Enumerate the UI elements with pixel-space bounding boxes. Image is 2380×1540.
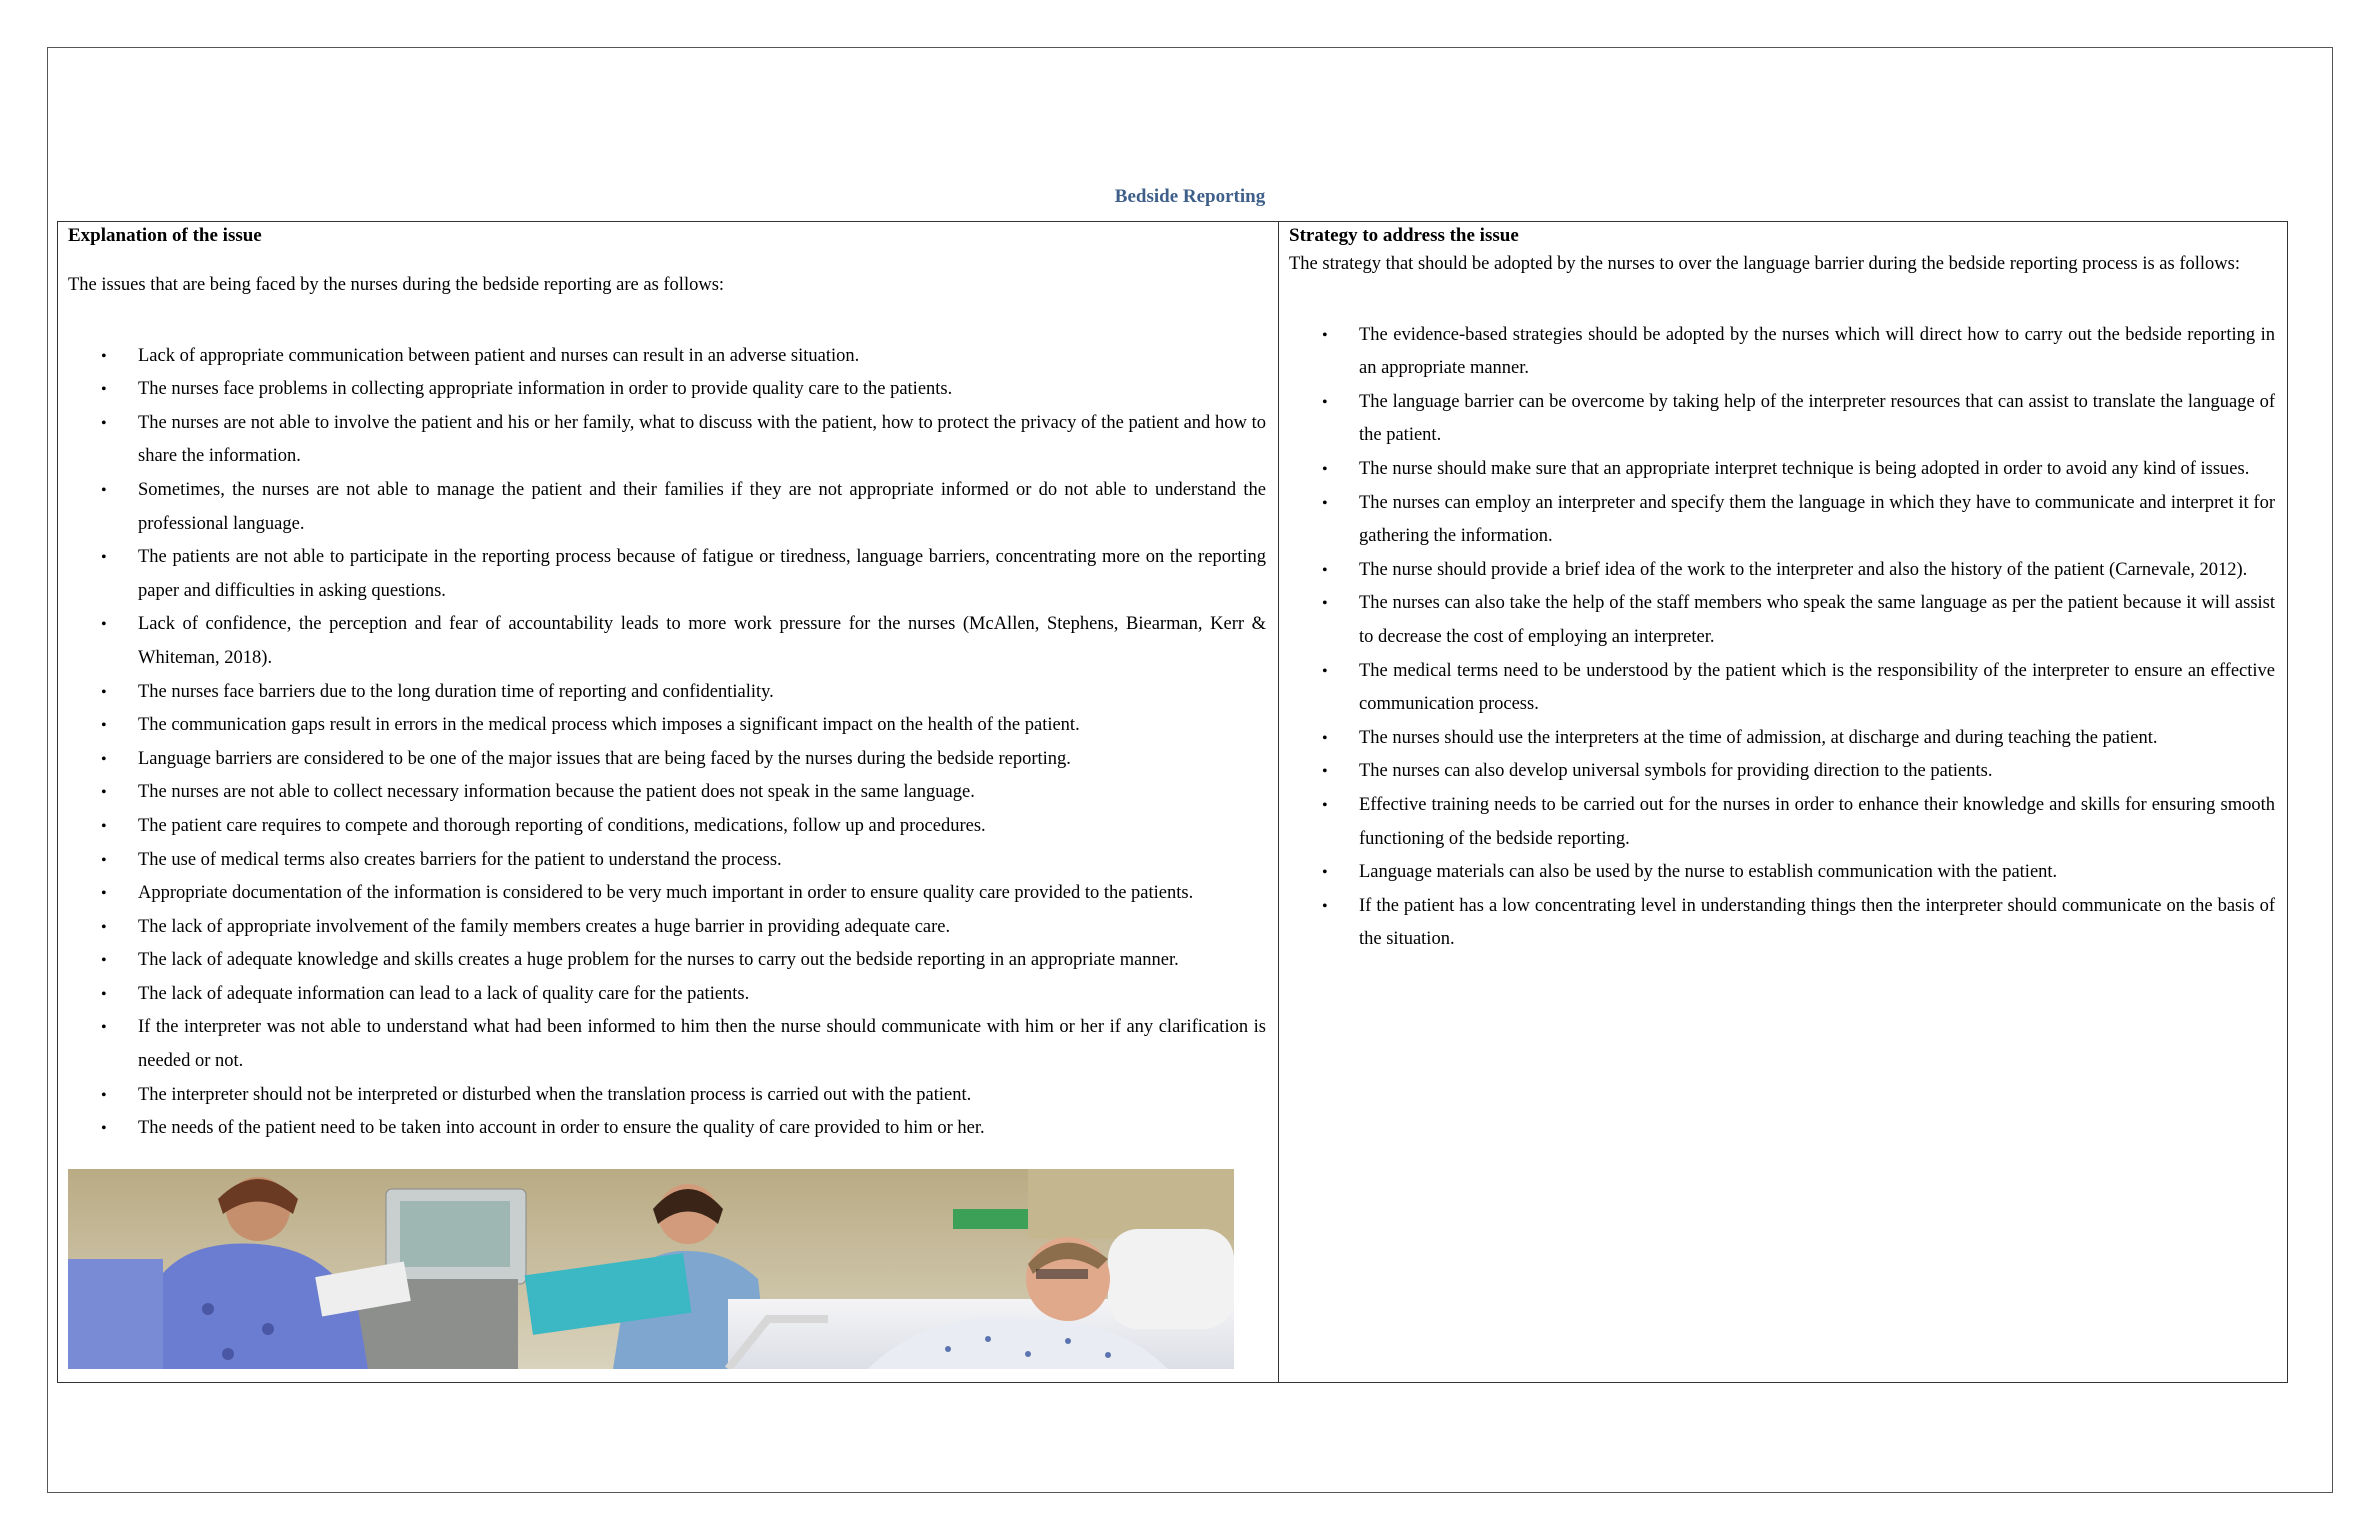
bullet-icon: • bbox=[101, 381, 107, 399]
list-item bbox=[1289, 655, 2275, 722]
list-item-text: Lack of confidence, the perception and fear of accountability leads to more work pressure for the nurses (McAllen, Stephens, Biearman, Kerr & Whiteman, 2018). bbox=[138, 614, 1266, 668]
list-item-text: The nurses face barriers due to the long duration time of reporting and confidentiality. bbox=[138, 681, 774, 702]
list-item-text: The nurses can also develop universal symbols for providing direction to the patients. bbox=[1359, 761, 1993, 782]
list-item bbox=[68, 776, 1266, 810]
list-item-text: The nurse should provide a brief idea of the work to the interpreter and also the history of the patient (Carnevale, 2012). bbox=[1359, 559, 2248, 580]
list-item bbox=[68, 407, 1266, 474]
bullet-icon: • bbox=[101, 347, 107, 365]
issues-column bbox=[58, 222, 1279, 1382]
list-item bbox=[68, 709, 1266, 743]
bullet-icon: • bbox=[101, 985, 107, 1003]
list-item-text: The patient care requires to compete and thorough reporting of conditions, medications, follow up and procedures. bbox=[138, 815, 986, 836]
bullet-icon: • bbox=[101, 616, 107, 634]
list-item-text: The nurses face problems in collecting appropriate information in order to provide quality care to the patients. bbox=[138, 379, 953, 400]
list-item bbox=[1289, 487, 2275, 554]
list-item-text: The use of medical terms also creates barriers for the patient to understand the process. bbox=[138, 849, 782, 870]
list-item bbox=[68, 474, 1266, 541]
list-item-text: Language barriers are considered to be one of the major issues that are being faced by the nurses during the bedside reporting. bbox=[138, 748, 1071, 769]
bullet-icon: • bbox=[1322, 494, 1328, 512]
list-item bbox=[1289, 856, 2275, 890]
list-item bbox=[68, 676, 1266, 710]
list-item-text: The nurses should use the interpreters at the time of admission, at discharge and during teaching the patient. bbox=[1359, 727, 2158, 748]
list-item-text: The interpreter should not be interpreted or disturbed when the translation process is carried out with the patient. bbox=[138, 1084, 972, 1105]
bullet-icon: • bbox=[101, 683, 107, 701]
list-item bbox=[68, 978, 1266, 1012]
list-item-text: The lack of appropriate involvement of the family members creates a huge barrier in providing adequate care. bbox=[138, 916, 951, 937]
strategy-list bbox=[1289, 319, 2275, 957]
list-item-text: Effective training needs to be carried out for the nurses in order to enhance their knowledge and skills for ensuring smooth functioning of the bedside reporting. bbox=[1359, 794, 2275, 849]
list-item bbox=[1289, 319, 2275, 386]
list-item bbox=[68, 810, 1266, 844]
bullet-icon: • bbox=[1322, 729, 1328, 747]
list-item-text: Language materials can also be used by the nurse to establish communication with the patient. bbox=[1359, 862, 2058, 883]
bullet-icon: • bbox=[1322, 561, 1328, 579]
strategy-column bbox=[1279, 222, 2287, 1382]
list-item-text: The needs of the patient need to be taken into account in order to ensure the quality of care provided to him or her. bbox=[138, 1118, 985, 1139]
bullet-icon: • bbox=[1322, 326, 1328, 344]
nurses-with-patient-photo bbox=[68, 1169, 1234, 1369]
bullet-icon: • bbox=[101, 549, 107, 567]
list-item bbox=[68, 608, 1266, 675]
list-item bbox=[1289, 890, 2275, 957]
content-table bbox=[57, 221, 2288, 1383]
bullet-icon: • bbox=[1322, 796, 1328, 814]
issues-intro: The issues that are being faced by the nurses during the bedside reporting are as follows: bbox=[68, 275, 725, 295]
list-item-text: The lack of adequate information can lead to a lack of quality care for the patients. bbox=[138, 983, 750, 1004]
list-item-text: The evidence-based strategies should be adopted by the nurses which will direct how to carry out the bedside reporting in an appropriate manner. bbox=[1359, 324, 2275, 379]
list-item-text: The patients are not able to participate in the reporting process because of fatigue or tiredness, language barriers, concentrating more on the reporting paper and difficulties in asking questions. bbox=[138, 547, 1266, 601]
strategy-heading: Strategy to address the issue bbox=[1289, 225, 1519, 246]
list-item bbox=[68, 1079, 1266, 1113]
list-item bbox=[68, 743, 1266, 777]
list-item bbox=[1289, 386, 2275, 453]
bullet-icon: • bbox=[101, 918, 107, 936]
bullet-icon: • bbox=[101, 885, 107, 903]
bullet-icon: • bbox=[101, 1019, 107, 1037]
list-item bbox=[1289, 587, 2275, 654]
list-item bbox=[1289, 789, 2275, 856]
bullet-icon: • bbox=[101, 817, 107, 835]
list-item bbox=[68, 911, 1266, 945]
issues-heading: Explanation of the issue bbox=[68, 225, 262, 246]
list-item-text: The communication gaps result in errors in the medical process which imposes a significant impact on the health of the patient. bbox=[138, 715, 1080, 736]
list-item bbox=[68, 1011, 1266, 1078]
list-item bbox=[68, 844, 1266, 878]
bullet-icon: • bbox=[101, 784, 107, 802]
list-item-text: The nurses are not able to involve the patient and his or her family, what to discuss with the patient, how to protect the privacy of the patient and how to share the information. bbox=[138, 412, 1266, 467]
list-item bbox=[1289, 722, 2275, 756]
bullet-icon: • bbox=[101, 952, 107, 970]
bullet-icon: • bbox=[101, 1120, 107, 1138]
list-item bbox=[1289, 453, 2275, 487]
bullet-icon: • bbox=[1322, 595, 1328, 613]
bullet-icon: • bbox=[101, 851, 107, 869]
bullet-icon: • bbox=[1322, 662, 1328, 680]
list-item bbox=[1289, 755, 2275, 789]
list-item-text: Sometimes, the nurses are not able to manage the patient and their families if they are not appropriate informed or do not able to understand the professional language. bbox=[138, 479, 1266, 534]
list-item bbox=[68, 373, 1266, 407]
list-item bbox=[68, 340, 1266, 374]
bullet-icon: • bbox=[1322, 763, 1328, 781]
list-item bbox=[1289, 554, 2275, 588]
issues-list bbox=[68, 340, 1266, 1146]
list-item-text: Lack of appropriate communication between patient and nurses can result in an adverse situation. bbox=[138, 345, 860, 366]
list-item-text: The medical terms need to be understood by the patient which is the responsibility of the interpreter to ensure an effective communication process. bbox=[1359, 660, 2275, 715]
bullet-icon: • bbox=[1322, 393, 1328, 411]
page-title: Bedside Reporting bbox=[1114, 186, 1266, 207]
list-item-text: The lack of adequate knowledge and skills creates a huge problem for the nurses to carry out the bedside reporting in an appropriate manner. bbox=[138, 950, 1179, 971]
strategy-intro: The strategy that should be adopted by the nurses to over the language barrier during the bedside reporting process is as follows: bbox=[1289, 254, 2240, 274]
bullet-icon: • bbox=[101, 1086, 107, 1104]
list-item-text: Appropriate documentation of the information is considered to be very much important in order to ensure quality care provided to the patients. bbox=[138, 883, 1194, 904]
list-item bbox=[68, 877, 1266, 911]
bullet-icon: • bbox=[101, 481, 107, 499]
bullet-icon: • bbox=[101, 414, 107, 432]
list-item bbox=[68, 541, 1266, 608]
list-item-text: The nurses can employ an interpreter and specify them the language in which they have to communicate and interpret it for gathering the information. bbox=[1359, 492, 2275, 547]
bullet-icon: • bbox=[1322, 897, 1328, 915]
list-item bbox=[68, 1112, 1266, 1146]
bullet-icon: • bbox=[101, 717, 107, 735]
bullet-icon: • bbox=[1322, 864, 1328, 882]
bullet-icon: • bbox=[1322, 460, 1328, 478]
list-item-text: The language barrier can be overcome by taking help of the interpreter resources that can assist to translate the language of the patient. bbox=[1359, 391, 2275, 446]
list-item-text: The nurses are not able to collect necessary information because the patient does not speak in the same language. bbox=[138, 782, 975, 803]
list-item-text: If the patient has a low concentrating level in understanding things then the interpreter should communicate on the basis of the situation. bbox=[1359, 895, 2275, 950]
bullet-icon: • bbox=[101, 750, 107, 768]
list-item-text: If the interpreter was not able to understand what had been informed to him then the nurse should communicate with him or her if any clarification is needed or not. bbox=[138, 1017, 1266, 1072]
list-item-text: The nurses can also take the help of the staff members who speak the same language as per the patient because it will assist to decrease the cost of employing an interpreter. bbox=[1359, 593, 2275, 647]
list-item bbox=[68, 944, 1266, 978]
list-item-text: The nurse should make sure that an appropriate interpret technique is being adopted in order to avoid any kind of issues. bbox=[1359, 458, 2250, 479]
